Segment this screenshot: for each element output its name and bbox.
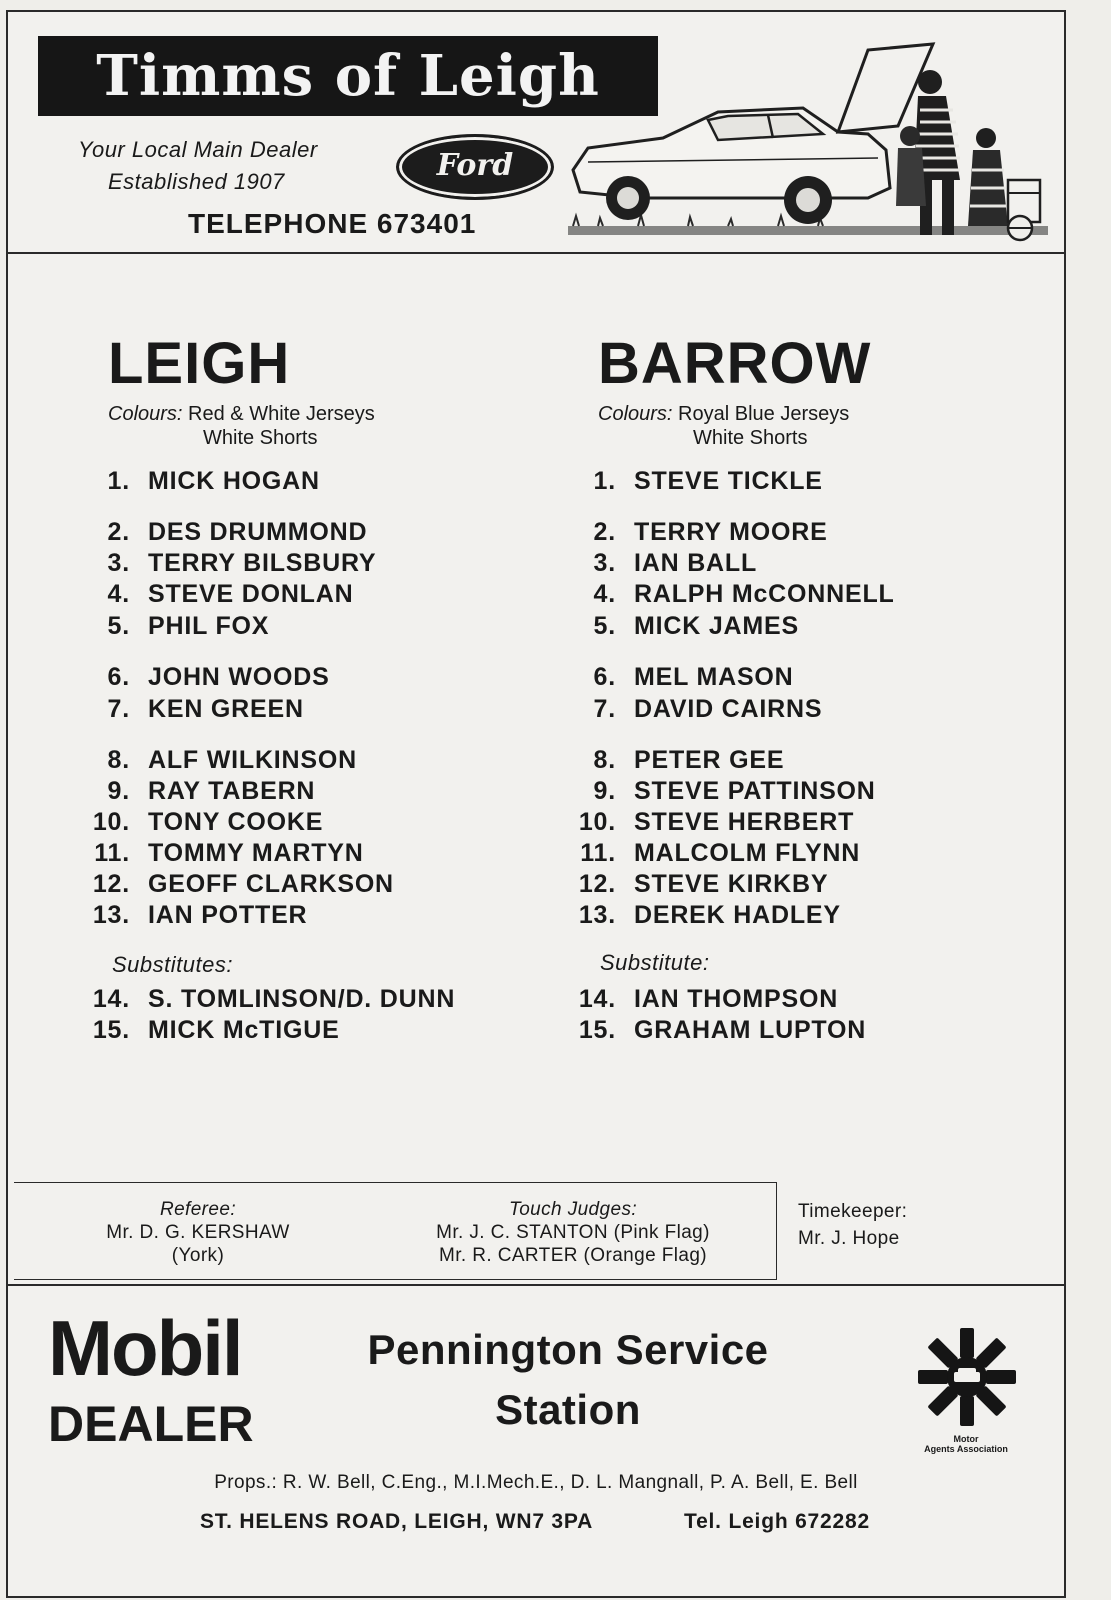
player-name: MICK HOGAN — [148, 467, 320, 495]
player-row — [564, 839, 860, 868]
shirt-number: 9. — [107, 777, 130, 805]
player-row — [78, 580, 353, 609]
service-station-advert — [8, 1284, 1064, 1598]
player-row — [564, 549, 757, 578]
player-row — [78, 870, 394, 899]
player-row — [564, 901, 841, 930]
timekeeper — [798, 1198, 907, 1252]
player-name: MICK JAMES — [634, 612, 799, 640]
player-row — [78, 663, 330, 692]
shirt-number: 3. — [107, 549, 130, 577]
player-name: IAN THOMPSON — [634, 985, 839, 1013]
player-name: IAN BALL — [634, 549, 758, 577]
player-row — [564, 580, 895, 609]
touch-judge-1: Mr. J. C. STANTON (Pink Flag) — [436, 1222, 710, 1243]
player-name: TERRY MOORE — [634, 518, 828, 546]
colours-label: Colours: — [598, 403, 673, 425]
station-address: ST. HELENS ROAD, LEIGH, WN7 3PA — [200, 1510, 594, 1533]
player-name: STEVE HERBERT — [634, 808, 855, 836]
dealer-advert — [8, 12, 1064, 254]
player-name: TERRY BILSBURY — [148, 549, 377, 577]
mobil-logo: Mobil — [48, 1304, 242, 1392]
touch-judges-label: Touch Judges: — [508, 1199, 638, 1220]
shirt-number: 7. — [107, 695, 130, 723]
player-row — [78, 839, 364, 868]
shirt-number: 3. — [593, 549, 616, 577]
shirt-number: 4. — [593, 580, 616, 608]
substitutes-label: Substitutes: — [112, 952, 233, 977]
team-name: BARROW — [598, 331, 872, 396]
player-name: RAY TABERN — [148, 777, 316, 805]
shirt-number: 14. — [92, 985, 130, 1013]
referee-label: Referee: — [159, 1199, 237, 1220]
referee-name: Mr. D. G. KERSHAW — [106, 1222, 290, 1243]
player-name: TONY COOKE — [148, 808, 324, 836]
player-row — [78, 901, 307, 930]
team-barrow — [598, 332, 1058, 450]
timekeeper-name: Mr. J. Hope — [798, 1228, 900, 1249]
player-row — [78, 549, 376, 578]
player-row — [78, 777, 315, 806]
dealer-tagline — [78, 134, 318, 198]
player-row — [564, 870, 828, 899]
player-row — [564, 746, 784, 775]
shirt-number: 5. — [593, 612, 616, 640]
colours-shorts: White Shorts — [203, 427, 318, 449]
team-colours — [108, 402, 568, 450]
player-row — [564, 518, 828, 547]
colours-shorts: White Shorts — [693, 427, 808, 449]
referee-from: (York) — [171, 1245, 225, 1266]
shirt-number: 12. — [578, 870, 616, 898]
player-row — [564, 612, 799, 641]
player-name: STEVE PATTINSON — [634, 777, 876, 805]
programme-page — [6, 10, 1066, 1598]
player-name: GRAHAM LUPTON — [634, 1016, 867, 1044]
player-row — [78, 467, 320, 496]
touch-judges — [408, 1198, 738, 1267]
shirt-number: 11. — [94, 839, 130, 867]
player-name: STEVE TICKLE — [634, 467, 823, 495]
player-name: MALCOLM FLYNN — [634, 839, 861, 867]
team-colours — [598, 402, 1058, 450]
family-car-picnic-illustration — [568, 30, 1048, 248]
tagline-line-1: Your Local Main Dealer — [78, 137, 318, 162]
dealer-name: Timms of Leigh — [38, 36, 658, 116]
station-name-line-2: Station — [495, 1386, 641, 1433]
player-row — [564, 808, 854, 837]
shirt-number: 13. — [92, 901, 130, 929]
maa-caption — [896, 1434, 1036, 1454]
player-row — [78, 746, 357, 775]
shirt-number: 1. — [593, 467, 616, 495]
shirt-number: 12. — [92, 870, 130, 898]
player-name: DES DRUMMOND — [148, 518, 368, 546]
player-name: MEL MASON — [634, 663, 794, 691]
shirt-number: 2. — [107, 518, 130, 546]
dealer-telephone: TELEPHONE 673401 — [188, 208, 477, 239]
colours-label: Colours: — [108, 403, 183, 425]
player-row — [564, 663, 794, 692]
substitute-row — [564, 985, 838, 1014]
shirt-number: 8. — [107, 746, 130, 774]
shirt-number: 1. — [107, 467, 130, 495]
player-name: KEN GREEN — [148, 695, 304, 723]
player-name: RALPH McCONNELL — [634, 580, 895, 608]
shirt-number: 9. — [593, 777, 616, 805]
motor-agents-association-logo — [914, 1324, 1020, 1430]
player-name: DEREK HADLEY — [634, 901, 841, 929]
shirt-number: 8. — [593, 746, 616, 774]
player-name: GEOFF CLARKSON — [148, 870, 394, 898]
team-leigh — [108, 332, 568, 450]
station-name-line-1: Pennington Service — [367, 1326, 769, 1373]
player-name: TOMMY MARTYN — [148, 839, 364, 867]
substitutes-label: Substitute: — [600, 950, 710, 975]
player-row — [78, 518, 367, 547]
player-row — [564, 467, 823, 496]
shirt-number: 7. — [593, 695, 616, 723]
player-name: PHIL FOX — [148, 612, 270, 640]
player-name: MICK McTIGUE — [148, 1016, 340, 1044]
player-row — [564, 695, 822, 724]
shirt-number: 6. — [593, 663, 616, 691]
player-name: STEVE KIRKBY — [634, 870, 829, 898]
maa-caption-line-1: Motor — [953, 1434, 979, 1444]
shirt-number: 15. — [578, 1016, 616, 1044]
player-name: JOHN WOODS — [148, 663, 330, 691]
substitute-row — [78, 1016, 340, 1045]
touch-judge-2: Mr. R. CARTER (Orange Flag) — [438, 1245, 708, 1266]
player-name: DAVID CAIRNS — [634, 695, 823, 723]
player-row — [78, 695, 304, 724]
player-name: PETER GEE — [634, 746, 785, 774]
shirt-number: 11. — [580, 839, 616, 867]
referee — [88, 1198, 308, 1267]
colours-jerseys: Royal Blue Jerseys — [678, 403, 850, 425]
shirt-number: 14. — [578, 985, 616, 1013]
shirt-number: 5. — [107, 612, 130, 640]
player-name: IAN POTTER — [148, 901, 308, 929]
substitute-row — [78, 985, 455, 1014]
mobil-dealer-text: DEALER — [48, 1396, 254, 1452]
shirt-number: 10. — [578, 808, 616, 836]
shirt-number: 10. — [92, 808, 130, 836]
proprietors: Props.: R. W. Bell, C.Eng., M.I.Mech.E., D. L. Mangnall, P. A. Bell, E. Bell — [214, 1472, 858, 1493]
player-row — [78, 612, 269, 641]
player-name: STEVE DONLAN — [148, 580, 354, 608]
shirt-number: 15. — [92, 1016, 130, 1044]
player-name: ALF WILKINSON — [148, 746, 357, 774]
station-name — [308, 1320, 828, 1440]
team-name: LEIGH — [108, 331, 291, 396]
player-name: S. TOMLINSON/D. DUNN — [148, 985, 456, 1013]
player-row — [564, 777, 876, 806]
player-row — [78, 808, 323, 837]
timekeeper-label: Timekeeper: — [798, 1201, 908, 1222]
shirt-number: 4. — [107, 580, 130, 608]
shirt-number: 13. — [578, 901, 616, 929]
colours-jerseys: Red & White Jerseys — [188, 403, 375, 425]
maa-caption-line-2: Agents Association — [924, 1444, 1008, 1454]
tagline-line-2: Established 1907 — [108, 169, 285, 194]
substitute-row — [564, 1016, 866, 1045]
shirt-number: 2. — [593, 518, 616, 546]
station-telephone: Tel. Leigh 672282 — [684, 1510, 870, 1533]
shirt-number: 6. — [107, 663, 130, 691]
ford-logo: Ford — [396, 134, 554, 200]
